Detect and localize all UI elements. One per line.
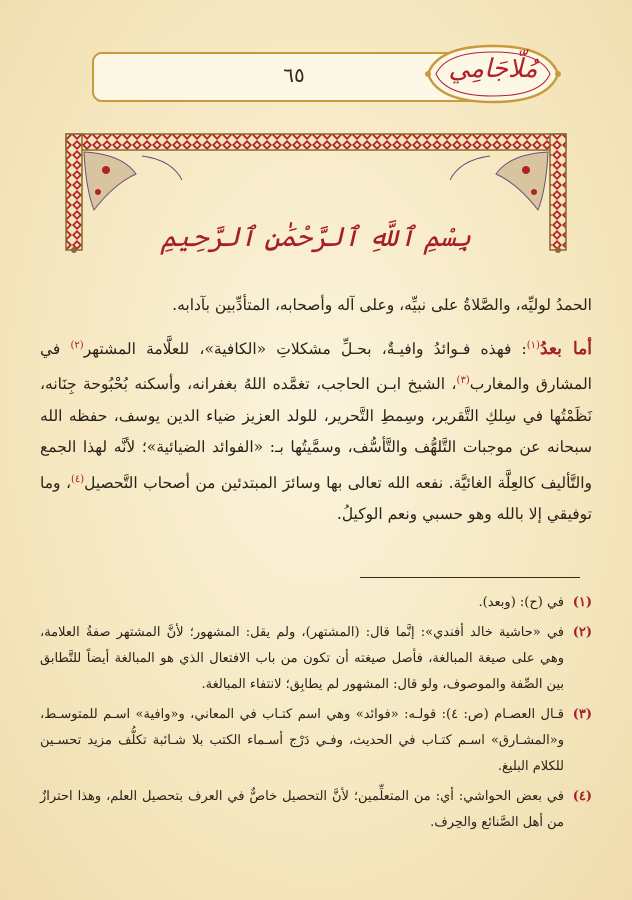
logo-text: مُلّاجَامِي (448, 54, 538, 84)
footnotes (40, 590, 592, 840)
paragraph-part-2: في المشارق والمغارب (40, 339, 592, 394)
footnote-1 (40, 590, 592, 616)
logo (418, 40, 568, 108)
basmala-heading: بِسْمِ ٱللَّهِ ٱلرَّحْمَٰنِ ٱلرَّحِيمِ (160, 222, 472, 253)
footnote-number: (٤) (572, 789, 592, 804)
footnote-marker-2[interactable]: (٢) (70, 339, 84, 351)
footnote-marker-4[interactable]: (٤) (70, 473, 85, 485)
footnote-3 (40, 702, 592, 780)
footnote-text: في (ح): (وبعد). (478, 595, 564, 610)
main-paragraph (40, 330, 592, 531)
paragraph-part-1: : فهذه فـوائدُ وافيـةٌ، بحـلِّ مشكلاتِ «الكافية»، للعلَّامة المشتهر (83, 339, 527, 358)
page-number: ٦٥ (283, 63, 305, 87)
paragraph-part-4: ، وما توفيقي إلا بالله وهو حسبي ونعم الوكيلُ. (40, 473, 592, 524)
intro-word: أما بعدُ (539, 338, 592, 359)
footnote-text: في «حاشية خالد أفندي»: إنَّما قال: (المشتهر)، ولم يقل: المشهور؛ لأنَّ المشتهر صفةُ العلامة، وهي على صيغة المبالغة، فأصل صيغته أن تكون من باب الافتعال الذي هو المبالغة أيضاً للتَّطابق بين الصِّفة والموصوف، ولو قال: المشهور لم يطابِق؛ لانتفاء المبالغة. (40, 625, 564, 692)
footnote-2 (40, 620, 592, 698)
main-text (40, 290, 592, 531)
opening-line: الحمدُ لوليِّه، والصَّلاةُ على نبيِّه، وعلى آله وأصحابه، المتأدِّبين بآدابه. (172, 296, 592, 314)
footnote-marker-1[interactable]: (١) (526, 339, 540, 351)
footnote-number: (١) (572, 595, 592, 610)
footnote-divider (360, 577, 580, 578)
footnote-text: في بعض الحواشي: أي: من المتعلِّمين؛ لأنَّ التحصيل خاصٌّ في العرف بتحصيل العلم، وهذا احترازٌ من أهل الصَّنائع والحِرف. (40, 789, 564, 830)
footnote-text: قـال العصـام (ص: ٤): قولـه: «فوائد» وهي اسم كتـاب في المعاني، و«وافية» اسـم للمتوسـط، و«المشـارق» اسـم كتـاب في الحديث، وفـي دَرْج أسـماء الكتب بلا شـائبة تكلُّف مزيد تحسـين للكلام البليغ. (40, 707, 564, 774)
footnote-4 (40, 784, 592, 836)
footnote-marker-3[interactable]: (٣) (456, 375, 470, 387)
footnote-number: (٣) (572, 707, 592, 722)
paragraph-part-3: ، الشيخ ابـن الحاجب، تغمَّده اللهُ بغفرانه، وأسكنه بُحْبُوحة جِنَانه، نَظَمْتُها في سِلكِ التَّقرير، وسِمطِ التَّحرير، للولد العزيز ضياء الدين يوسف، حفظه الله سبحانه عن موجبات التَّلهُّف والتَّأسُّف، وسمَّيتُها بـ: «الفوائد الضيائية»؛ لأنَّه لهذا الجمع والتَّأليف كالعِلَّة الغائيَّة. نفعه الله تعالى بها وسائرَ المبتدئين من أصحاب التَّحصيل (40, 375, 592, 492)
footnote-number: (٢) (572, 625, 592, 640)
